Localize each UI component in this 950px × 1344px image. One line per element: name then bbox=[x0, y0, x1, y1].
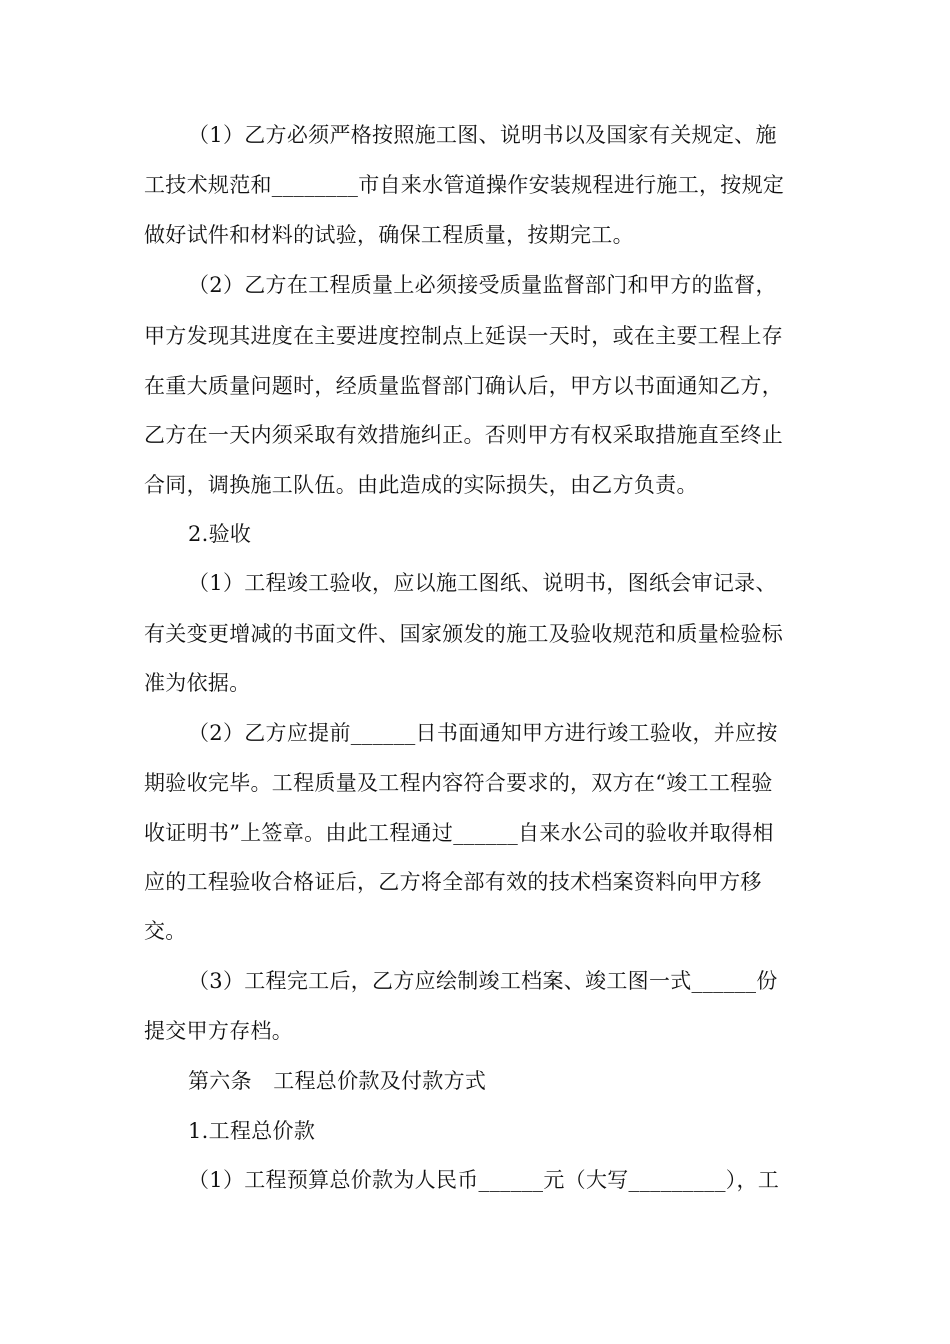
paragraph-line: （2）乙方在工程质量上必须接受质量监督部门和甲方的监督， bbox=[188, 273, 777, 297]
paragraph-line: 甲方发现其进度在主要进度控制点上延误一天时，或在主要工程上存 bbox=[144, 324, 783, 348]
paragraph-line: 应的工程验收合格证后，乙方将全部有效的技术档案资料向甲方移 bbox=[144, 870, 762, 894]
paragraph-line: 合同，调换施工队伍。由此造成的实际损失，由乙方负责。 bbox=[144, 473, 698, 497]
paragraph-line: 收证明书”上签章。由此工程通过______自来水公司的验收并取得相 bbox=[144, 821, 774, 845]
paragraph-line: 交。 bbox=[144, 919, 187, 943]
article-heading: 第六条 工程总价款及付款方式 bbox=[188, 1069, 487, 1093]
paragraph-line: （1）乙方必须严格按照施工图、说明书以及国家有关规定、施 bbox=[188, 123, 777, 147]
paragraph-line: 乙方在一天内须采取有效措施纠正。否则甲方有权采取措施直至终止 bbox=[144, 423, 783, 447]
paragraph-line: 提交甲方存档。 bbox=[144, 1019, 294, 1043]
paragraph-line: 在重大质量问题时，经质量监督部门确认后，甲方以书面通知乙方， bbox=[144, 374, 783, 398]
paragraph-line: 期验收完毕。工程质量及工程内容符合要求的，双方在“竣工工程验 bbox=[144, 771, 773, 795]
section-heading: 2.验收 bbox=[188, 522, 252, 546]
paragraph-line: （3）工程完工后，乙方应绘制竣工档案、竣工图一式______份 bbox=[188, 969, 778, 993]
paragraph-line: （2）乙方应提前______日书面通知甲方进行竣工验收，并应按 bbox=[188, 721, 778, 745]
paragraph-line: （1）工程竣工验收，应以施工图纸、说明书，图纸会审记录、 bbox=[188, 571, 777, 595]
section-heading: 1.工程总价款 bbox=[188, 1119, 316, 1143]
paragraph-line: 做好试件和材料的试验，确保工程质量，按期完工。 bbox=[144, 223, 634, 247]
paragraph-line: （1）工程预算总价款为人民币______元（大写_________），工 bbox=[188, 1168, 780, 1192]
paragraph-line: 工技术规范和________市自来水管道操作安装规程进行施工，按规定 bbox=[144, 173, 785, 197]
paragraph-line: 准为依据。 bbox=[144, 671, 251, 695]
paragraph-line: 有关变更增减的书面文件、国家颁发的施工及验收规范和质量检验标 bbox=[144, 622, 783, 646]
